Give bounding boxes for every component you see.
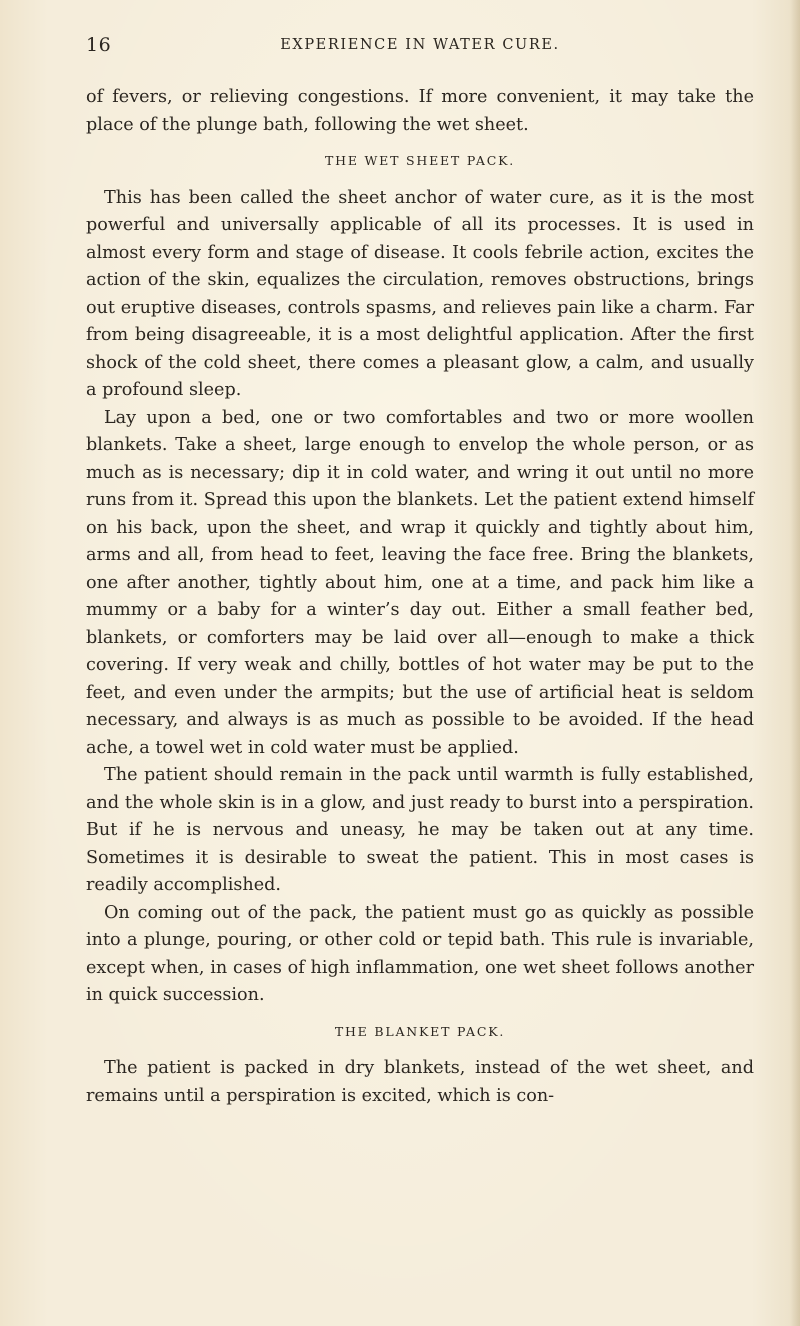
page-edge-shadow	[790, 0, 800, 1326]
section-heading-wet-sheet-pack: THE WET SHEET PACK.	[324, 153, 515, 168]
section-heading-blanket-pack: THE BLANKET PACK.	[334, 1023, 506, 1039]
page-number: 16	[86, 34, 112, 56]
body-text	[86, 84, 754, 1110]
paragraph-coming-out: On coming out of the pack, the patient must go as quickly as possible into a plunge, pouring, or other cold or tepid bath. This rule is invariable, except when, in cases of high inflammation, one wet sheet follows another in quick succession.	[86, 902, 754, 1005]
paragraph-pack-instructions: Lay upon a bed, one or two comfortables and two or more woollen blankets. Take a sheet, large enough to envelop the whole person, or as much as is necessary; dip it in cold water, and wring it out until no more runs from it. Spread this upon the blankets. Let the patient extend himself on his back, upon the sheet, and wrap it quickly and tightly about him, arms and all, from head to feet, leaving the face free. Bring the blankets, one after another, tightly about him, one at a time, and pack him like a mummy or a baby for a winter’s day out. Either a small feather bed, blankets, or comforters may be laid over all—enough to make a thick covering. If very weak and chilly, bottles of hot water may be put to the feet, and even under the armpits; but the use of artificial heat is seldom necessary, and always is as much as possible to be avoided. If the head ache, a towel wet in cold water must be applied.	[86, 407, 754, 758]
page-header	[86, 34, 754, 60]
paragraph-sheet-anchor: This has been called the sheet anchor of water cure, as it is the most powerful and universally applicable of all its processes. It is used in almost every form and stage of disease. It cools febrile action, excites the action of the skin, equalizes the circulation, removes obstructions, brings out eruptive diseases, controls spasms, and relieves pain like a charm. Far from being disagreeable, it is a most delightful application. After the first shock of the cold sheet, there comes a pleasant glow, a calm, and usually a profound sleep.	[86, 187, 754, 400]
running-head: EXPERIENCE IN WATER CURE.	[280, 37, 560, 53]
paragraph-remain-in-pack: The patient should remain in the pack until warmth is fully established, and the whole skin is in a glow, and just ready to burst into a perspiration. But if he is nervous and uneasy, he may be taken out at any time. Sometimes it is desirable to sweat the patient. This in most cases is readily accomplished.	[86, 765, 754, 895]
paragraph-continuation: of fevers, or relieving congestions. If more convenient, it may take the place of the plunge bath, following the wet sheet.	[86, 87, 754, 135]
paragraph-blanket-pack: The patient is packed in dry blankets, instead of the wet sheet, and remains until a perspiration is excited, which is con-	[86, 1058, 754, 1106]
